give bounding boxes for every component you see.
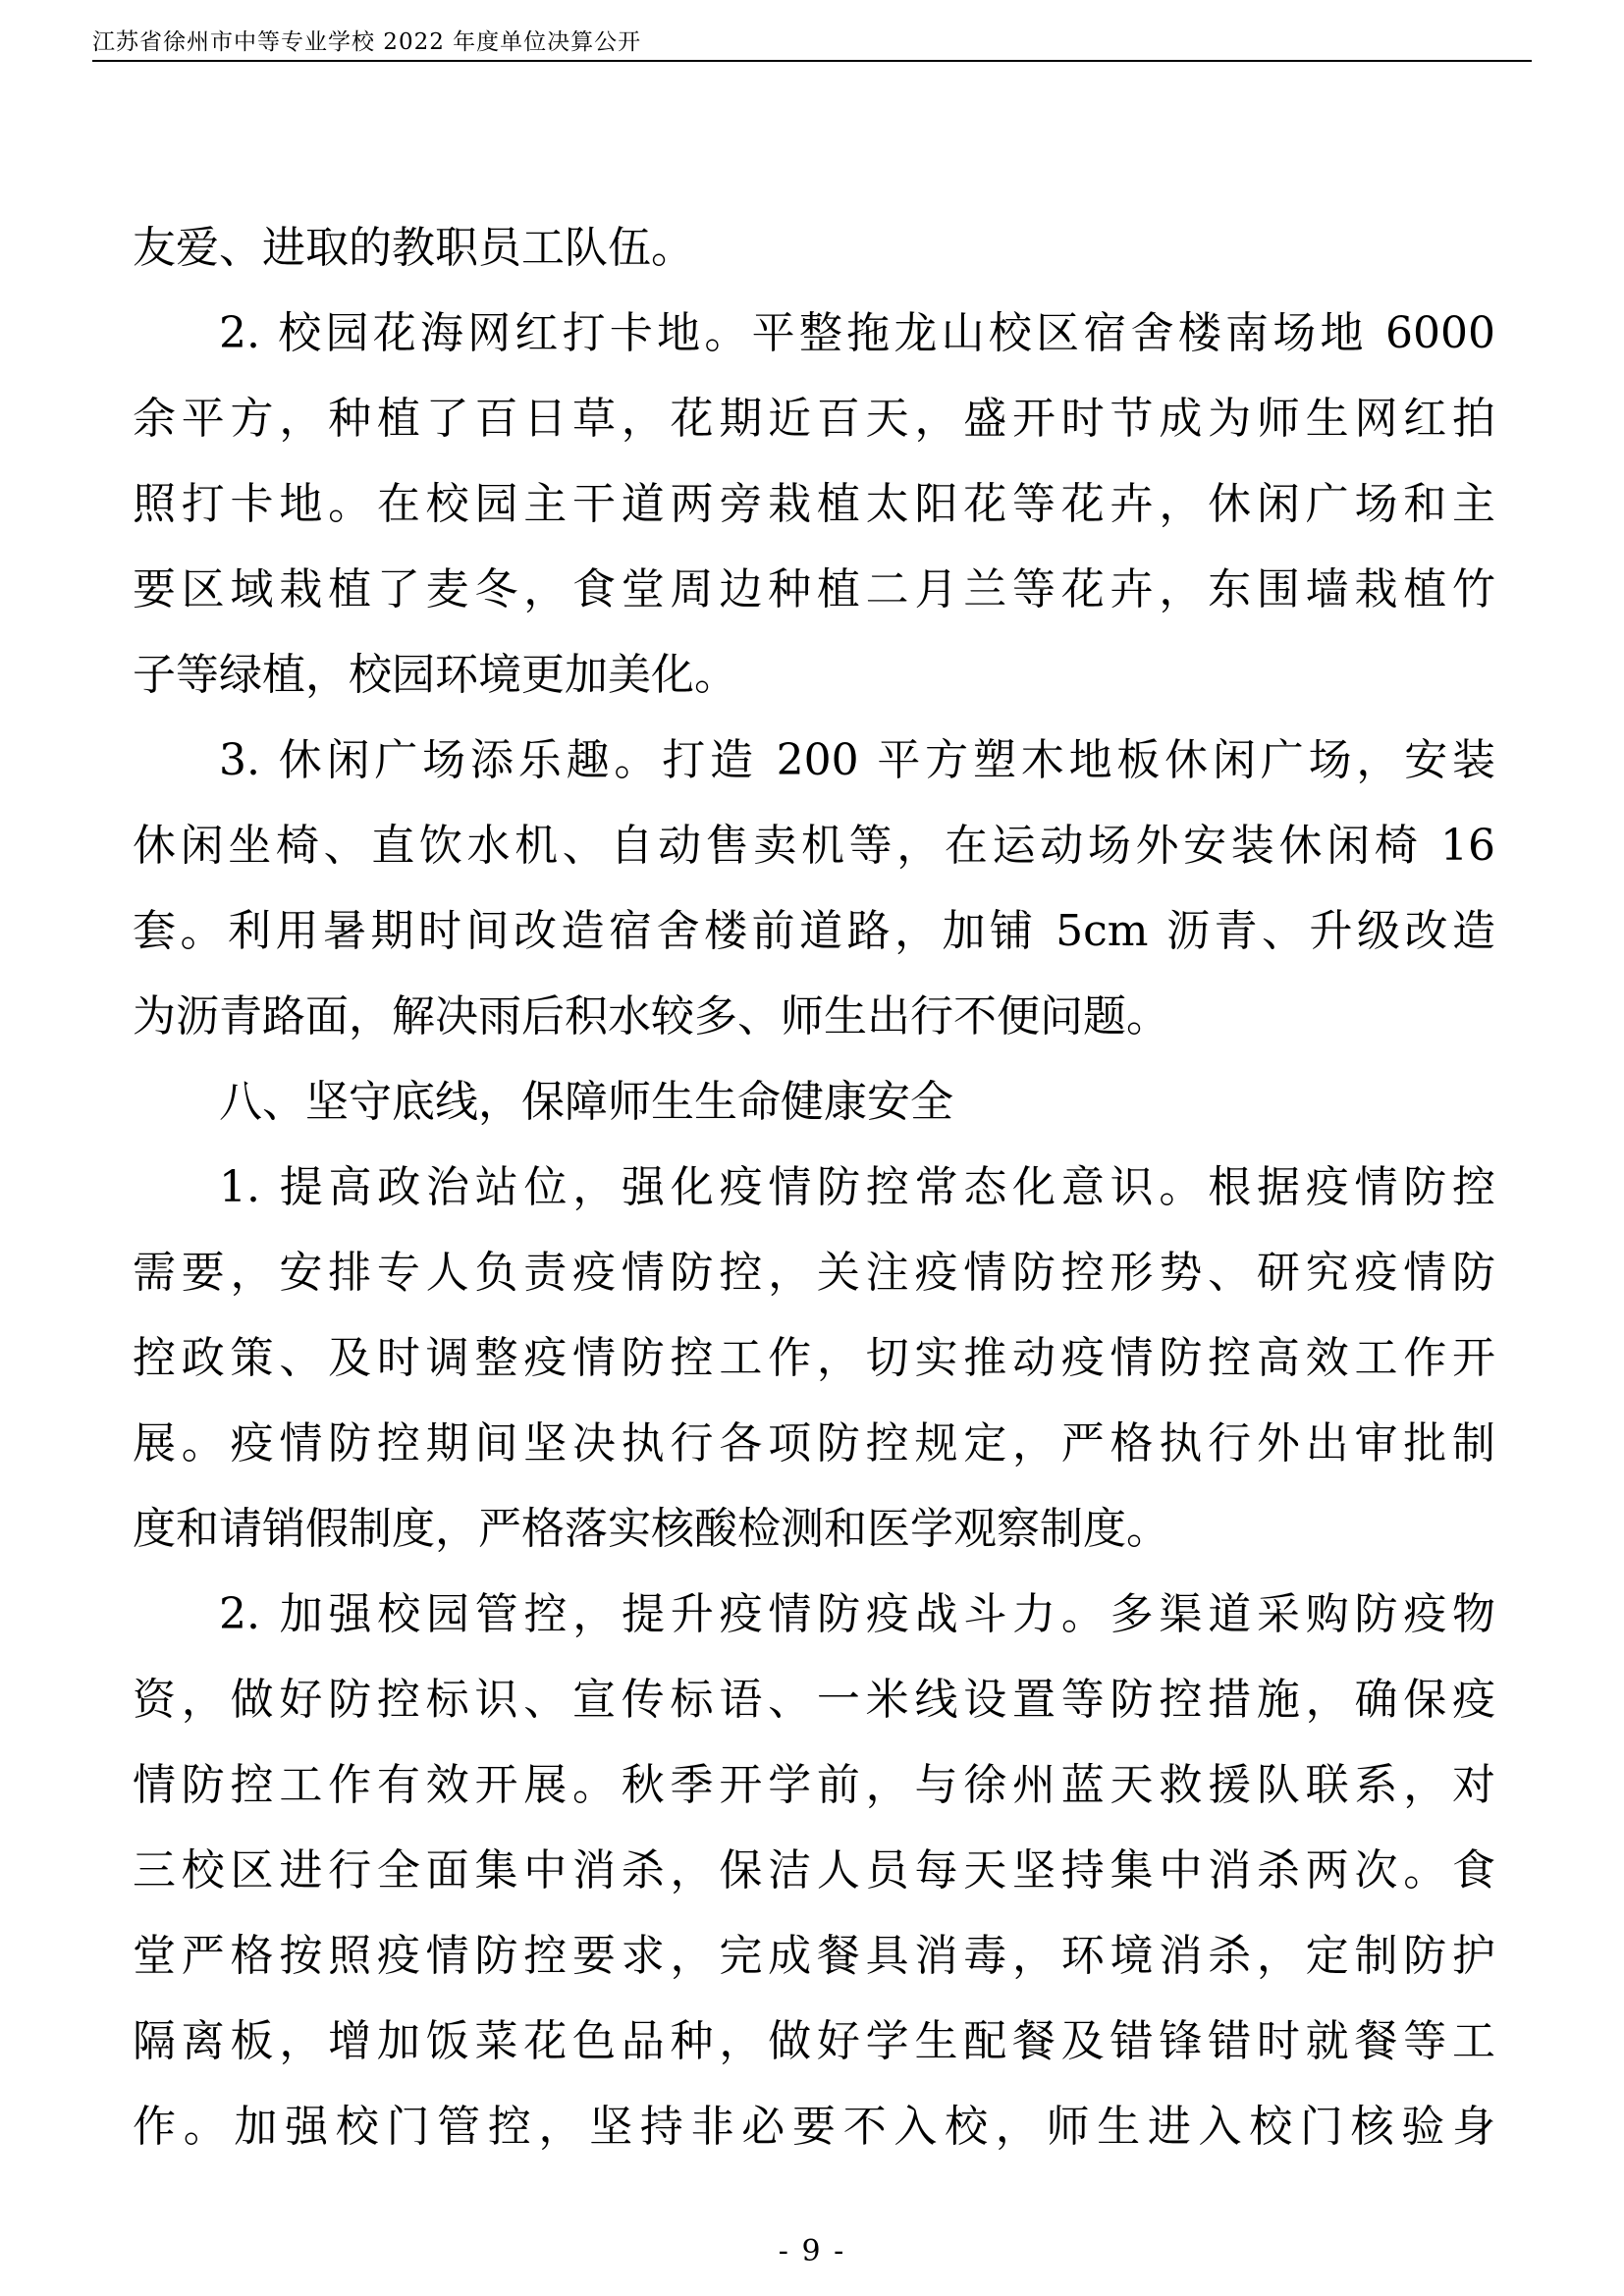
text-line: 套。利用暑期时间改造宿舍楼前道路，加铺 5cm 沥青、升级改造 bbox=[133, 906, 1495, 956]
text-line: 余平方，种植了百日草，花期近百天，盛开时节成为师生网红拍 bbox=[133, 394, 1495, 444]
text-line: 度和请销假制度，严格落实核酸检测和医学观察制度。 bbox=[133, 1504, 1169, 1554]
document-body bbox=[133, 62, 1495, 2169]
text-line: 控政策、及时调整疫情防控工作，切实推动疫情防控高效工作开 bbox=[133, 1333, 1495, 1383]
text-line: 需要，安排专人负责疫情防控，关注疫情防控形势、研究疫情防 bbox=[133, 1248, 1495, 1298]
text-line: 为沥青路面，解决雨后积水较多、师生出行不便问题。 bbox=[133, 991, 1169, 1041]
text-line: 休闲坐椅、直饮水机、自动售卖机等，在运动场外安装休闲椅 16 bbox=[133, 821, 1495, 871]
text-line: 1. 提高政治站位，强化疫情防控常态化意识。根据疫情防控 bbox=[219, 1162, 1495, 1212]
page-number: - 9 - bbox=[778, 2234, 846, 2269]
text-line: 隔离板，增加饭菜花色品种，做好学生配餐及错锋错时就餐等工 bbox=[133, 2016, 1495, 2066]
text-line: 情防控工作有效开展。秋季开学前，与徐州蓝天救援队联系，对 bbox=[133, 1760, 1495, 1810]
text-line: 照打卡地。在校园主干道两旁栽植太阳花等花卉，休闲广场和主 bbox=[133, 479, 1495, 529]
text-line: 展。疫情防控期间坚决执行各项防控规定，严格执行外出审批制 bbox=[133, 1418, 1495, 1468]
text-line: 3. 休闲广场添乐趣。打造 200 平方塑木地板休闲广场，安装 bbox=[219, 735, 1495, 785]
text-line: 友爱、进取的教职员工队伍。 bbox=[133, 223, 694, 273]
document-header bbox=[0, 0, 1624, 62]
text-line: 要区域栽植了麦冬，食堂周边种植二月兰等花卉，东围墙栽植竹 bbox=[133, 564, 1495, 614]
text-line: 八、坚守底线，保障师生生命健康安全 bbox=[219, 1077, 953, 1127]
text-line: 2. 校园花海网红打卡地。平整拖龙山校区宿舍楼南场地 6000 bbox=[219, 308, 1495, 358]
text-line: 资，做好防控标识、宣传标语、一米线设置等防控措施，确保疫 bbox=[133, 1675, 1495, 1725]
text-line: 三校区进行全面集中消杀，保洁人员每天坚持集中消杀两次。食 bbox=[133, 1845, 1495, 1896]
header-title: 江苏省徐州市中等专业学校 2022 年度单位决算公开 bbox=[92, 29, 642, 55]
text-line: 作。加强校门管控，坚持非必要不入校，师生进入校门核验身 bbox=[133, 2102, 1495, 2152]
text-line: 2. 加强校园管控，提升疫情防疫战斗力。多渠道采购防疫物 bbox=[219, 1589, 1495, 1639]
document-footer bbox=[0, 2234, 1624, 2269]
text-line: 堂严格按照疫情防控要求，完成餐具消毒，环境消杀，定制防护 bbox=[133, 1931, 1495, 1981]
text-line: 子等绿植，校园环境更加美化。 bbox=[133, 650, 737, 700]
